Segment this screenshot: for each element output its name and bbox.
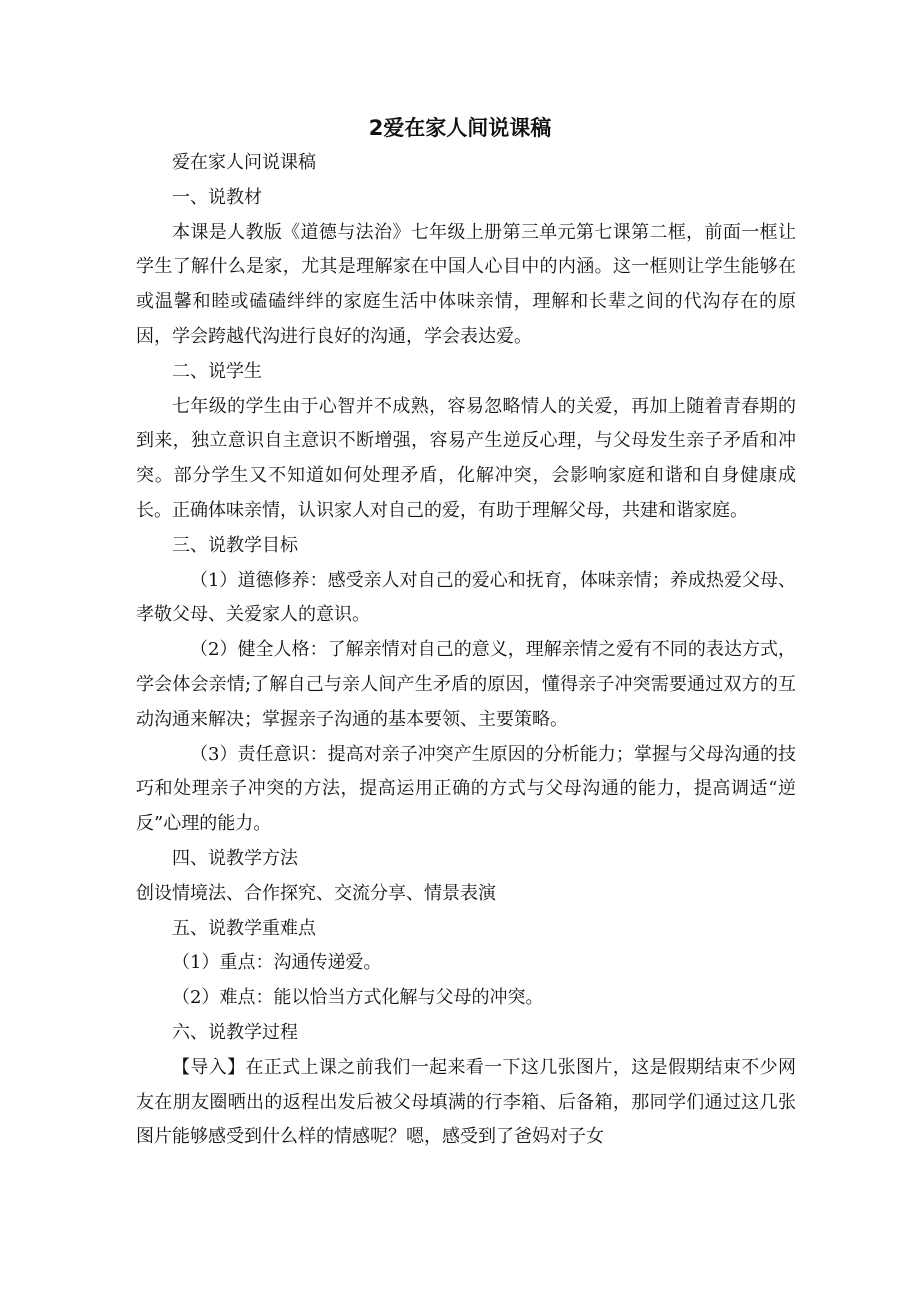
section-heading-students: 二、说学生 [172, 360, 262, 382]
document-body [136, 146, 796, 1155]
section-heading-process: 六、说教学过程 [172, 1021, 298, 1043]
paragraph-textbook: 本课是人教版《道德与法治》七年级上册第三单元第七课第二框，前面一框让学生了解什么是家，尤其是理解家在中国人心目中的内涵。这一框则让学生能够在或温馨和睦或磕磕绊绊的家庭生活中体味亲情，理解和长辈之间的代沟存在的原因，学会跨越代沟进行良好的沟通，学会表达爱。 [136, 221, 796, 347]
subtitle: 爱在家人问说课稿 [172, 152, 316, 173]
document-title: 2爱在家人间说课稿 [368, 116, 552, 140]
objective-item-1: （1）道德修养：感受亲人对自己的爱心和抚育，体味亲情；养成热爱父母、孝敬父母、关爱家人的意识。 [136, 569, 796, 626]
section-heading-key-points: 五、说教学重难点 [172, 917, 316, 939]
paragraph-students: 七年级的学生由于心智并不成熟，容易忽略情人的关爱，再加上随着青春期的到来，独立意识自主意识不断增强，容易产生逆反心理，与父母发生亲子矛盾和冲突。部分学生又不知道如何处理矛盾，化解冲突，会影响家庭和谐和自身健康成长。正确体味亲情，认识家人对自己的爱，有助于理解父母，共建和谐家庭。 [136, 395, 796, 521]
objective-item-2: （2）健全人格：了解亲情对自己的意义，理解亲情之爱有不同的表达方式，学会体会亲情;了解自己与亲人间产生矛盾的原因，懂得亲子冲突需要通过双方的互动沟通来解决；掌握亲子沟通的基本要领、主要策略。 [136, 639, 796, 730]
paragraph-methods: 创设情境法、合作探究、交流分享、情景表演 [136, 882, 496, 904]
section-heading-objectives: 三、说教学目标 [172, 534, 298, 556]
objective-item-3: （3）责任意识：提高对亲子冲突产生原因的分析能力；掌握与父母沟通的技巧和处理亲子冲突的方法，提高运用正确的方式与父母沟通的能力，提高调适“逆反”心理的能力。 [136, 743, 796, 835]
section-heading-textbook: 一、说教材 [172, 186, 262, 208]
section-heading-methods: 四、说教学方法 [172, 847, 298, 869]
difficult-point-item: （2）难点：能以恰当方式化解与父母的冲突。 [172, 987, 544, 1009]
key-point-item: （1）重点：沟通传递爱。 [172, 952, 382, 974]
paragraph-introduction: 【导入】在正式上课之前我们一起来看一下这几张图片，这是假期结束不少网友在朋友圈晒出的返程出发后被父母填满的行李箱、后备箱，那同学们通过这几张图片能够感受到什么样的情感呢？嗯，感受到了爸妈对子女 [136, 1056, 796, 1148]
